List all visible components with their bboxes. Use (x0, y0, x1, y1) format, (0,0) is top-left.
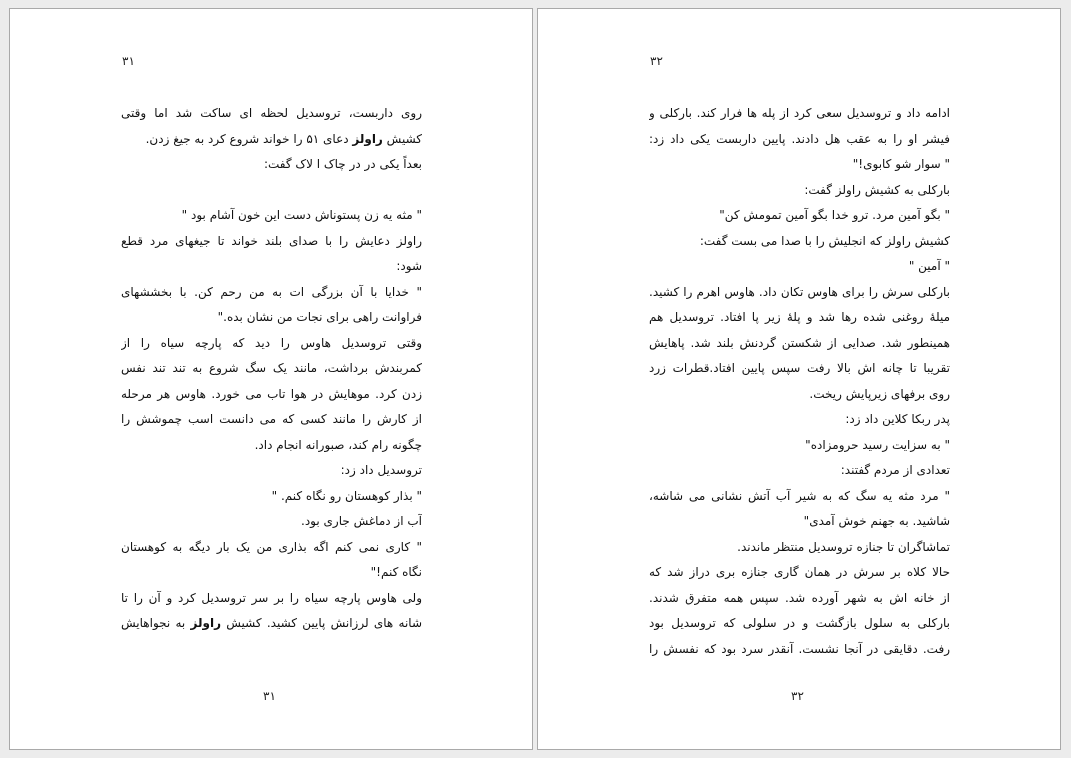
text-segment: بارکلی به کشیش راولز گفت: (804, 182, 950, 197)
text-line (121, 331, 422, 357)
text-segment: همینطور شد. صدایی از شکستن گردنش بلند شد. پاهایش (649, 335, 950, 350)
text-segment: نگاه کنم!" (370, 565, 422, 579)
text-line (121, 382, 422, 408)
text-line (649, 152, 950, 178)
text-segment: از خانه اش به شهر آورده شد. سپس همه متفرق شدند. (649, 590, 950, 605)
left-page (9, 8, 533, 750)
text-line (649, 101, 950, 127)
text-segment: زدن کرد. موهایش در هوا تاب می خورد. هاوس هر مرحله (121, 386, 422, 401)
text-line (649, 280, 950, 306)
page-header-number: ۳۱ (122, 54, 135, 68)
text-segment: بعداً یکی در در چاک ا لاک گفت: (263, 157, 422, 171)
text-segment: شانه های لرزانش پایین کشید. کشیش (220, 616, 422, 630)
text-segment: چگونه رام کند، صبورانه انجام داد. (254, 437, 422, 452)
text-line (121, 484, 422, 510)
text-line (649, 331, 950, 357)
text-line (121, 203, 422, 229)
text-segment: تقریبا تا چانه اش بالا رفت سپس پایین افتاد.قطرات زرد (649, 361, 950, 375)
text-line (649, 484, 950, 510)
text-segment: کشیش راولز که انجلیش را با صدا می بست گفت: (699, 233, 950, 248)
text-line (649, 127, 950, 153)
text-segment: رفت. دقایقی در آنجا نشست. آنقدر سرد بود که نفسش را (649, 641, 950, 656)
text-line (121, 535, 422, 561)
text-segment: بارکلی سرش را برای هاوس تکان داد. هاوس اهرم را کشید. (649, 284, 950, 299)
text-segment: پدر ربکا کلاین داد زد: (845, 412, 950, 426)
page-body-text (121, 101, 422, 637)
text-line (649, 203, 950, 229)
text-line (649, 611, 950, 637)
text-segment: " به سزایت رسید حرومزاده" (805, 437, 950, 452)
text-line (121, 254, 422, 280)
text-line (121, 229, 422, 255)
text-segment: " آمین " (908, 259, 950, 273)
page-footer-number: ۳۱ (263, 689, 276, 703)
text-segment: شود: (396, 259, 422, 273)
text-line (649, 305, 950, 331)
text-segment: تعدادی از مردم گفتند: (840, 463, 950, 477)
text-segment: " کاری نمی کنم اگه بذاری من یک بار دیگه به کوهستان (121, 539, 422, 554)
text-segment: فراوانت راهی برای نجات من نشان بده." (217, 310, 422, 324)
page-header-number: ۳۲ (650, 54, 663, 68)
text-line (121, 152, 422, 178)
text-line (121, 458, 422, 484)
text-segment: تماشاگران تا جنازه تروسدیل منتظر ماندند. (737, 539, 950, 554)
text-segment: شاشید. به جهنم خوش آمدی" (803, 514, 950, 528)
text-line (121, 178, 422, 204)
text-segment: ادامه داد و تروسدیل سعی کرد از پله ها فرار کند. بارکلی و (649, 106, 950, 120)
text-line (649, 637, 950, 663)
text-line (121, 305, 422, 331)
text-line (121, 586, 422, 612)
text-segment: روی داربست، تروسدیل لحظه ای ساکت شد اما وقتی (121, 106, 422, 120)
text-segment: روی برفهای زیرپایش ریخت. (809, 386, 950, 401)
text-line (121, 509, 422, 535)
text-line (649, 586, 950, 612)
text-segment: آب از دماغش جاری بود. (301, 514, 422, 528)
text-line (649, 509, 950, 535)
text-line (649, 407, 950, 433)
text-segment: میلهٔ روغنی شده رها شد و پلهٔ زیر پا افتاد. تروسدیل هم (649, 310, 950, 324)
text-segment: " مثه یه زن پستوناش دست این خون آشام بود " (181, 208, 422, 222)
text-segment: " خدایا با آن بزرگی ات به من رحم کن. با بخششهای (121, 284, 422, 299)
text-segment: راولز دعایش را با صدای بلند خواند تا جیغهای مرد قطع (121, 233, 422, 248)
text-line (649, 178, 950, 204)
text-line (649, 535, 950, 561)
text-line (649, 433, 950, 459)
text-line (649, 254, 950, 280)
text-segment: کشیش (382, 131, 422, 146)
text-segment: کمربندش برداشت، مانند یک سگ شروع به تند تند نفس (121, 361, 422, 375)
text-line (649, 560, 950, 586)
text-line (649, 356, 950, 382)
page-footer-number: ۳۲ (791, 689, 804, 703)
text-segment: " مرد مثه یه سگ که به شیر آب آتش نشانی می شاشه، (649, 488, 950, 503)
text-segment: " سوار شو کابوی!" (852, 157, 950, 171)
text-segment: دعای ۵۱ را خواند شروع کرد به جیغ زدن. (145, 131, 353, 146)
text-line (649, 229, 950, 255)
text-segment: " بگو آمین مرد. ترو خدا بگو آمین تمومش کن" (719, 208, 950, 222)
text-segment: از کارش را مانند کسی که می دانست اسب چموشش را (121, 412, 422, 426)
text-line (121, 560, 422, 586)
text-segment: وقتی تروسدیل هاوس را دید که پارچه سیاه را از (121, 335, 422, 350)
text-segment: به نجواهایش (121, 616, 191, 630)
text-line (121, 280, 422, 306)
text-segment: حالا کلاه بر سرش در همان گاری جنازه بری دراز شد که (649, 565, 950, 579)
bold-name: راولز (190, 616, 221, 630)
text-segment: بارکلی به سلول بازگشت و در سلولی که تروسدیل بود (649, 616, 950, 630)
text-segment: فیشر او را به عقب هل دادند. پایین داربست یکی داد زد: (649, 131, 950, 146)
bold-name: راولز (352, 131, 383, 146)
text-segment: " بذار کوهستان رو نگاه کنم. " (271, 488, 422, 503)
text-line (649, 382, 950, 408)
text-line (649, 458, 950, 484)
text-segment: تروسدیل داد زد: (340, 463, 422, 477)
text-line (121, 356, 422, 382)
text-line (121, 407, 422, 433)
text-line (121, 101, 422, 127)
text-segment: ولی هاوس پارچه سیاه را بر سر تروسدیل کرد و آن را تا (121, 590, 422, 605)
right-page (537, 8, 1061, 750)
page-body-text (649, 101, 950, 662)
text-line (121, 433, 422, 459)
text-line (121, 611, 422, 637)
text-line (121, 127, 422, 153)
